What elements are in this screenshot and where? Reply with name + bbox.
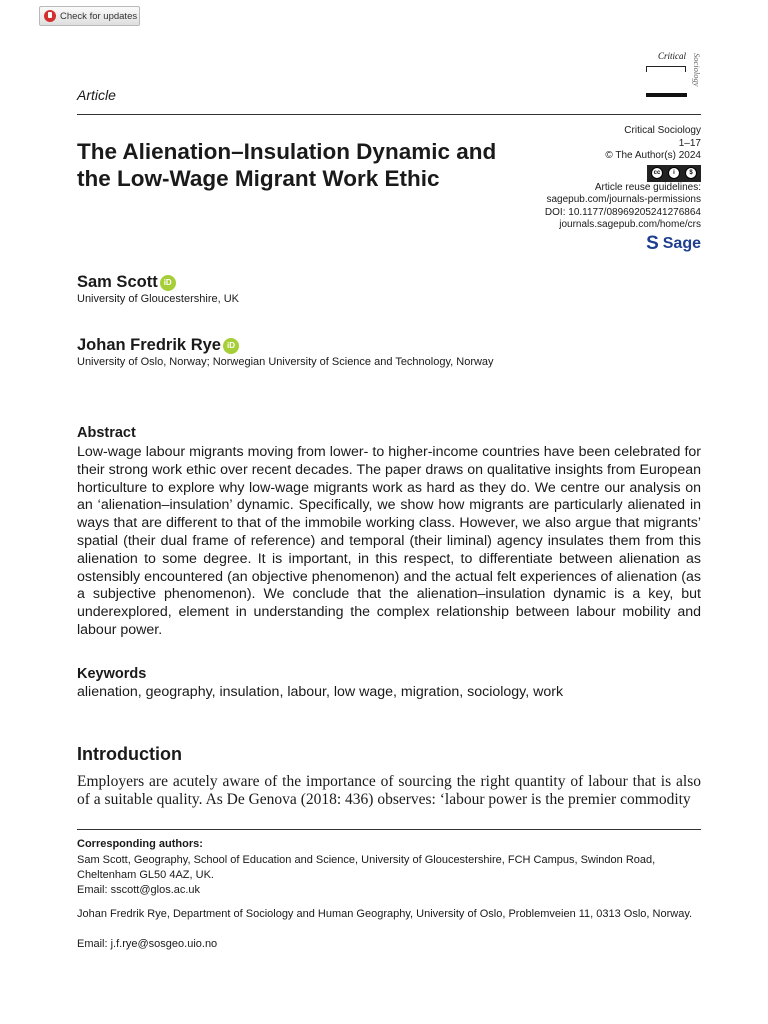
journal-name: Critical Sociology <box>624 125 701 136</box>
author-2-affiliation: University of Oslo, Norway; Norwegian University of Science and Technology, Norway <box>77 356 494 368</box>
orcid-icon[interactable]: iD <box>160 275 176 291</box>
nc-icon: $ <box>685 167 697 179</box>
corresponding-author-1-address: Sam Scott, Geography, School of Education and Science, University of Gloucestershire, FCH Campus, Swindon Road, Cheltenham GL50 4AZ, UK. <box>77 854 656 881</box>
by-icon: i <box>668 167 680 179</box>
sage-logo <box>646 232 701 254</box>
keywords-list: alienation, geography, insulation, labour, low wage, migration, sociology, work <box>77 684 564 700</box>
check-for-updates-label: Check for updates <box>60 10 138 22</box>
header-divider <box>77 114 701 115</box>
keywords-heading: Keywords <box>77 666 147 682</box>
journal-logo-name: Critical <box>657 51 686 61</box>
introduction-heading: Introduction <box>77 744 182 764</box>
orcid-icon[interactable]: iD <box>223 338 239 354</box>
corresponding-authors-heading: Corresponding authors: <box>77 838 203 850</box>
abstract-heading: Abstract <box>77 425 136 441</box>
corresponding-author-2-email[interactable]: Email: j.f.rye@sosgeo.uio.no <box>77 938 218 950</box>
author-2-name-text: Johan Fredrik Rye <box>77 336 221 354</box>
abstract-text: Low-wage labour migrants moving from lower- to higher-income countries have been celebrated for their strong work ethic over recent decades. The paper draws on qualitative insights from European horticulture to explore why low-wage migrants work as hard as they do. We centre our analysis on an ‘alienation–insulation’ dynamic. Specifically, we show how migrants are particularly alienated in ways that are different to that of the immobile working class. However, we also argue that migrants’ spatial (their dual frame of reference) and temporal (their liminal) agency insulates them from this alienation to some degree. It is important, in this respect, to differentiate between alienation as ostensibly encountered (an objective phenomenon) and the actual felt experiences of alienation (as a subjective phenomenon). We conclude that the alienation–insulation dynamic is a key, but underexplored, element in understanding the complex relationship between labour mobility and labour power. <box>77 444 701 638</box>
publisher-name: Sage <box>662 234 701 252</box>
journal-logo-vertical-text: Sociology <box>692 53 702 87</box>
author-1-name-text: Sam Scott <box>77 273 158 291</box>
paper-title: The Alienation–Insulation Dynamic and the Low-Wage Migrant Work Ethic <box>77 139 497 191</box>
check-for-updates-button[interactable] <box>39 6 140 26</box>
reuse-guidelines-label: Article reuse guidelines: <box>594 181 701 193</box>
corresponding-author-1-email[interactable]: Email: sscott@glos.ac.uk <box>77 884 201 896</box>
article-type: Article <box>77 87 116 103</box>
copyright: © The Author(s) 2024 <box>605 150 701 161</box>
author-name-1 <box>77 273 176 292</box>
journal-logo <box>644 50 702 102</box>
sage-s-icon: S <box>646 232 659 254</box>
footnote-divider <box>77 829 701 830</box>
cc-icon: cc <box>651 167 663 179</box>
author-1-affiliation: University of Gloucestershire, UK <box>77 293 239 305</box>
corresponding-author-2-address: Johan Fredrik Rye, Department of Sociology and Human Geography, University of Oslo, Problemveien 11, 0313 Oslo, Norway. <box>77 908 693 920</box>
creative-commons-badge[interactable] <box>647 165 701 182</box>
journal-homepage-link[interactable]: journals.sagepub.com/home/crs <box>559 219 701 230</box>
page-range: 1–17 <box>678 137 701 149</box>
journal-logo-bracket <box>646 66 686 72</box>
doi[interactable]: DOI: 10.1177/08969205241276864 <box>544 206 701 218</box>
crossmark-icon <box>44 10 56 22</box>
reuse-guidelines-link[interactable]: sagepub.com/journals-permissions <box>546 194 701 205</box>
author-name-2 <box>77 336 239 355</box>
journal-logo-bar <box>646 93 687 97</box>
article-metadata <box>441 125 701 253</box>
introduction-text: Employers are acutely aware of the importance of sourcing the right quantity of labour that is also of a suitable quality. As De Genova (2018: 436) observes: ‘labour power is the premier commodity <box>77 773 701 808</box>
